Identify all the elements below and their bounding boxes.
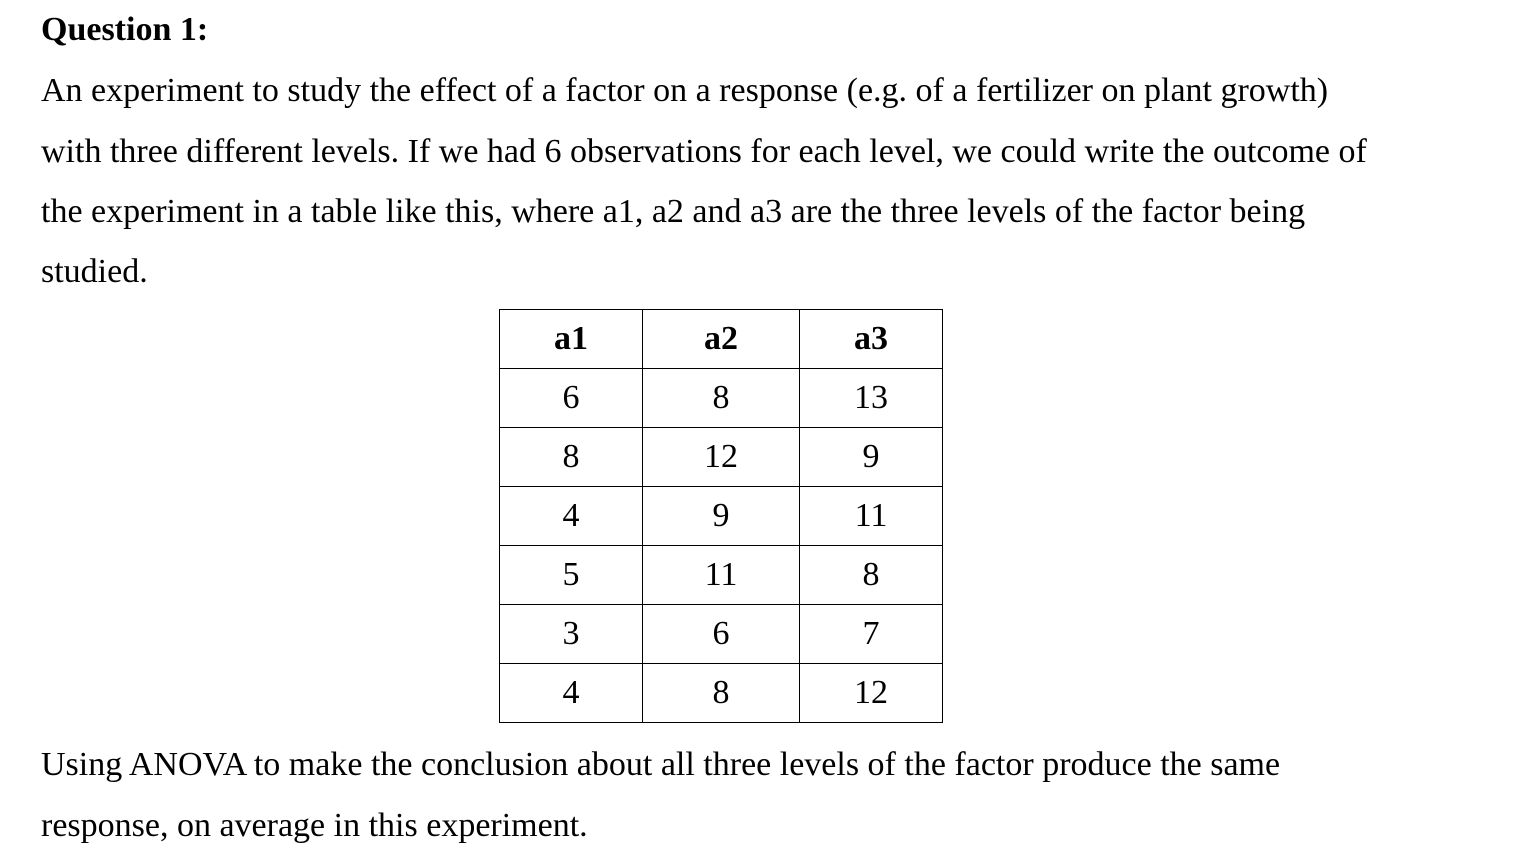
table-row bbox=[500, 487, 943, 546]
closing-paragraph bbox=[41, 795, 1461, 856]
table-row bbox=[500, 546, 943, 605]
table-cell: 5 bbox=[500, 546, 643, 605]
table-cell: 11 bbox=[800, 487, 943, 546]
table-cell: 12 bbox=[643, 428, 800, 487]
intro-line: An experiment to study the effect of a factor on a response (e.g. of a fertilizer on plant growth) bbox=[41, 72, 1329, 109]
intro-paragraph bbox=[41, 181, 1403, 242]
table-cell: 8 bbox=[643, 664, 800, 723]
table-row bbox=[500, 369, 943, 428]
intro-line: with three different levels. If we had 6 observations for each level, we could write the outcome of bbox=[41, 133, 1367, 170]
table-cell: 13 bbox=[800, 369, 943, 428]
table-row bbox=[500, 664, 943, 723]
closing-line: response, on average in this experiment. bbox=[41, 807, 588, 844]
table-cell: 8 bbox=[800, 546, 943, 605]
observations-table bbox=[499, 309, 943, 723]
closing-paragraph bbox=[41, 734, 1461, 795]
intro-line: studied. bbox=[41, 253, 148, 290]
intro-line: the experiment in a table like this, where a1, a2 and a3 are the three levels of the factor being bbox=[41, 193, 1306, 230]
table-row bbox=[500, 428, 943, 487]
intro-paragraph bbox=[41, 121, 1403, 182]
question-heading: Question 1: bbox=[41, 11, 209, 48]
table-cell: 11 bbox=[643, 546, 800, 605]
table-cell: 6 bbox=[643, 605, 800, 664]
table-header-a2: a2 bbox=[643, 310, 800, 369]
table-cell: 8 bbox=[500, 428, 643, 487]
intro-paragraph bbox=[41, 60, 1403, 121]
closing-line: Using ANOVA to make the conclusion about all three levels of the factor produce the same bbox=[41, 746, 1281, 783]
table-cell: 4 bbox=[500, 487, 643, 546]
table-row bbox=[500, 605, 943, 664]
table-header-a3: a3 bbox=[800, 310, 943, 369]
table-header-a1: a1 bbox=[500, 310, 643, 369]
table-cell: 6 bbox=[500, 369, 643, 428]
table-cell: 12 bbox=[800, 664, 943, 723]
table-cell: 4 bbox=[500, 664, 643, 723]
table-cell: 7 bbox=[800, 605, 943, 664]
table-cell: 9 bbox=[643, 487, 800, 546]
intro-paragraph bbox=[41, 241, 1403, 302]
table-header-row bbox=[500, 310, 943, 369]
table-cell: 3 bbox=[500, 605, 643, 664]
table-cell: 8 bbox=[643, 369, 800, 428]
table-cell: 9 bbox=[800, 428, 943, 487]
